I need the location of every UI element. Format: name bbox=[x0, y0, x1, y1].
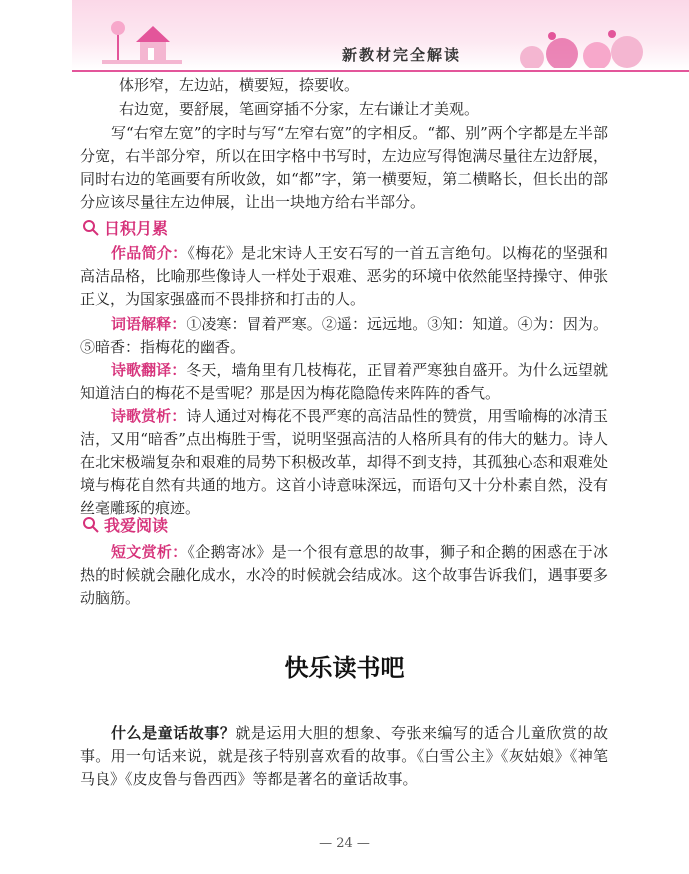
intro-line-1: 体形窄，左边站，横要短，捺要收。 bbox=[119, 76, 360, 94]
intro-line-2: 右边宽，要舒展，笔画穿插不分家，左右谦让才美观。 bbox=[119, 100, 480, 118]
work-intro-text: 《梅花》是北宋诗人王安石写的一首五言绝句。以梅花的坚强和高洁品格，比喻那些像诗人一样处于艰难、恶劣的环境中依然能坚持操守、伸张正义，为国家强盛而不畏排挤和打击的人。 bbox=[80, 244, 608, 308]
section-heading-yuedu bbox=[82, 513, 168, 536]
appreciation-label: 诗歌赏析： bbox=[111, 407, 187, 425]
page-number: — 24 — bbox=[319, 836, 370, 851]
work-intro bbox=[80, 242, 608, 311]
fairy-tale-answer: 就是运用大胆的想象、夸张来编写的适合儿童欣赏的故事。用一句话来说，就是孩子特别喜欢看的故事。《白雪公主》《灰姑娘》《神笔马良》《皮皮鲁与鲁西西》等都是著名的童话故事。 bbox=[80, 724, 608, 788]
short-analysis-label: 短文赏析： bbox=[111, 543, 188, 561]
intro-line-3: 写“右窄左宽”的字时与写“左窄右宽”的字相反。“都、别”两个字都是左半部分宽，右半部分窄，所以在田字格中书写时，左边应写得饱满尽量往左边舒展，同时右边的笔画要有所收敛，如“都”字，第一横要短，第二横略长，但长出的部分应该尽量往左边伸展，让出一块地方给右半部分。 bbox=[80, 124, 608, 211]
fairy-tale-question: 什么是童话故事？ bbox=[111, 724, 236, 742]
work-intro-label: 作品简介： bbox=[111, 244, 188, 262]
translation-label: 诗歌翻译： bbox=[111, 361, 187, 379]
house-tree-icon bbox=[102, 12, 182, 66]
reading-title: 快乐读书吧 bbox=[284, 654, 405, 682]
bush-flowers-icon bbox=[512, 22, 652, 68]
translation bbox=[80, 359, 608, 405]
section-heading-label: 我爱阅读 bbox=[104, 516, 169, 535]
appreciation bbox=[80, 405, 608, 520]
magnifier-icon bbox=[82, 219, 100, 237]
header-title: 新教材完全解读 bbox=[342, 46, 462, 64]
section-heading-riji bbox=[82, 216, 168, 239]
short-analysis-text: 《企鹅寄冰》是一个很有意思的故事，狮子和企鹅的困惑在于冰热的时候就会融化成水，水冷的时候就会结成冰。这个故事告诉我们，遇事要多动脑筋。 bbox=[80, 543, 608, 607]
short-analysis bbox=[80, 541, 608, 610]
vocab bbox=[80, 313, 608, 359]
vocab-text: ①凌寒：冒着严寒。②遥：远远地。③知：知道。④为：因为。⑤暗香：指梅花的幽香。 bbox=[80, 315, 608, 356]
translation-text: 冬天，墙角里有几枝梅花，正冒着严寒独自盛开。为什么远望就知道洁白的梅花不是雪呢？那是因为梅花隐隐传来阵阵的香气。 bbox=[80, 361, 608, 402]
appreciation-text: 诗人通过对梅花不畏严寒的高洁品性的赞赏，用雪喻梅的冰清玉洁，又用“暗香”点出梅胜于雪，说明坚强高洁的人格所具有的伟大的魅力。诗人在北宋极端复杂和艰难的局势下积极改革，却得不到支持，其孤独心态和艰难处境与梅花自然有共通的地方。这首小诗意味深远，而语句又十分朴素自然，没有丝毫雕琢的痕迹。 bbox=[80, 407, 608, 517]
magnifier-icon bbox=[82, 516, 100, 534]
page-header bbox=[72, 0, 689, 72]
vocab-label: 词语解释： bbox=[111, 315, 187, 333]
section-heading-label: 日积月累 bbox=[104, 219, 169, 238]
fairy-tale-definition bbox=[80, 722, 608, 791]
